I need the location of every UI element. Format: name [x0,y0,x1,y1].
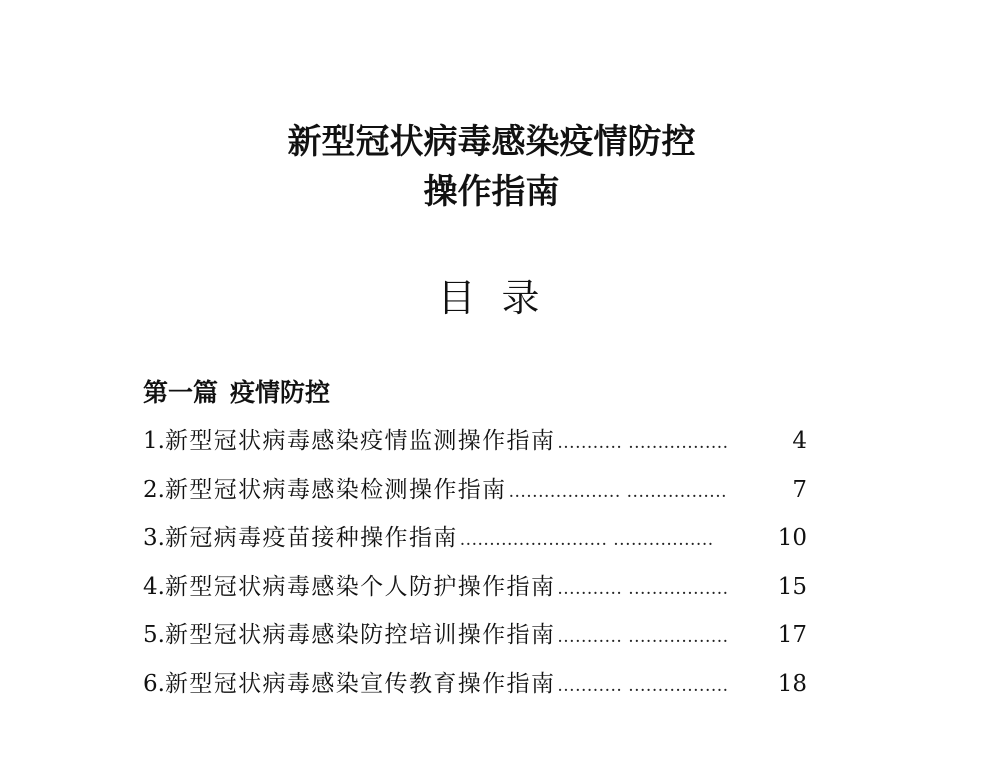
toc-entry-title: 新型冠状病毒感染疫情监测操作指南 [164,428,556,454]
toc-entry-2[interactable] [143,473,807,522]
toc-list [143,424,807,716]
toc-entry-leader: ........... ................. [557,433,729,453]
toc-entry-page: 17 [777,622,807,649]
toc-entry-title: 新型冠状病毒感染防控培训操作指南 [164,622,556,649]
toc-entry-number: 5. [143,622,165,649]
toc-entry-page: 15 [777,573,807,600]
toc-entry-title: 新冠病毒疫苗接种操作指南 [164,525,458,552]
toc-entry-number: 2. [143,476,165,503]
part-number: 第一篇 [143,378,219,407]
toc-entry-leader: ........... ................. [557,627,729,648]
toc-entry-page: 7 [792,476,807,503]
toc-entry-1[interactable] [143,424,807,473]
toc-entry-number: 4. [143,573,165,600]
toc-heading: 目录 [437,276,566,320]
toc-entry-number: 1. [143,428,165,454]
toc-entry-5[interactable] [143,618,807,667]
toc-entry-number: 3. [143,525,165,552]
toc-entry-3[interactable] [143,521,807,570]
toc-entry-leader: ......................... ................. [459,530,714,551]
part-name: 疫情防控 [230,378,331,407]
toc-entry-number: 6. [143,670,165,697]
toc-entry-page: 10 [777,525,807,552]
toc-entry-title: 新型冠状病毒感染宣传教育操作指南 [164,670,556,697]
toc-entry-leader: ........... ................. [557,578,729,599]
toc-entry-page: 18 [777,670,807,697]
toc-entry-title: 新型冠状病毒感染检测操作指南 [164,476,507,503]
toc-entry-4[interactable] [143,570,807,619]
part-heading [143,376,330,410]
toc-entry-leader: ................... ................. [508,481,728,502]
toc-entry-6[interactable] [143,667,807,716]
toc-entry-leader: ........... ................. [557,675,729,696]
document-title-line-2: 操作指南 [423,172,560,212]
document-title-line-1: 新型冠状病毒感染疫情防控 [287,122,696,162]
toc-entry-title: 新型冠状病毒感染个人防护操作指南 [164,573,556,600]
toc-entry-page: 4 [792,428,807,454]
